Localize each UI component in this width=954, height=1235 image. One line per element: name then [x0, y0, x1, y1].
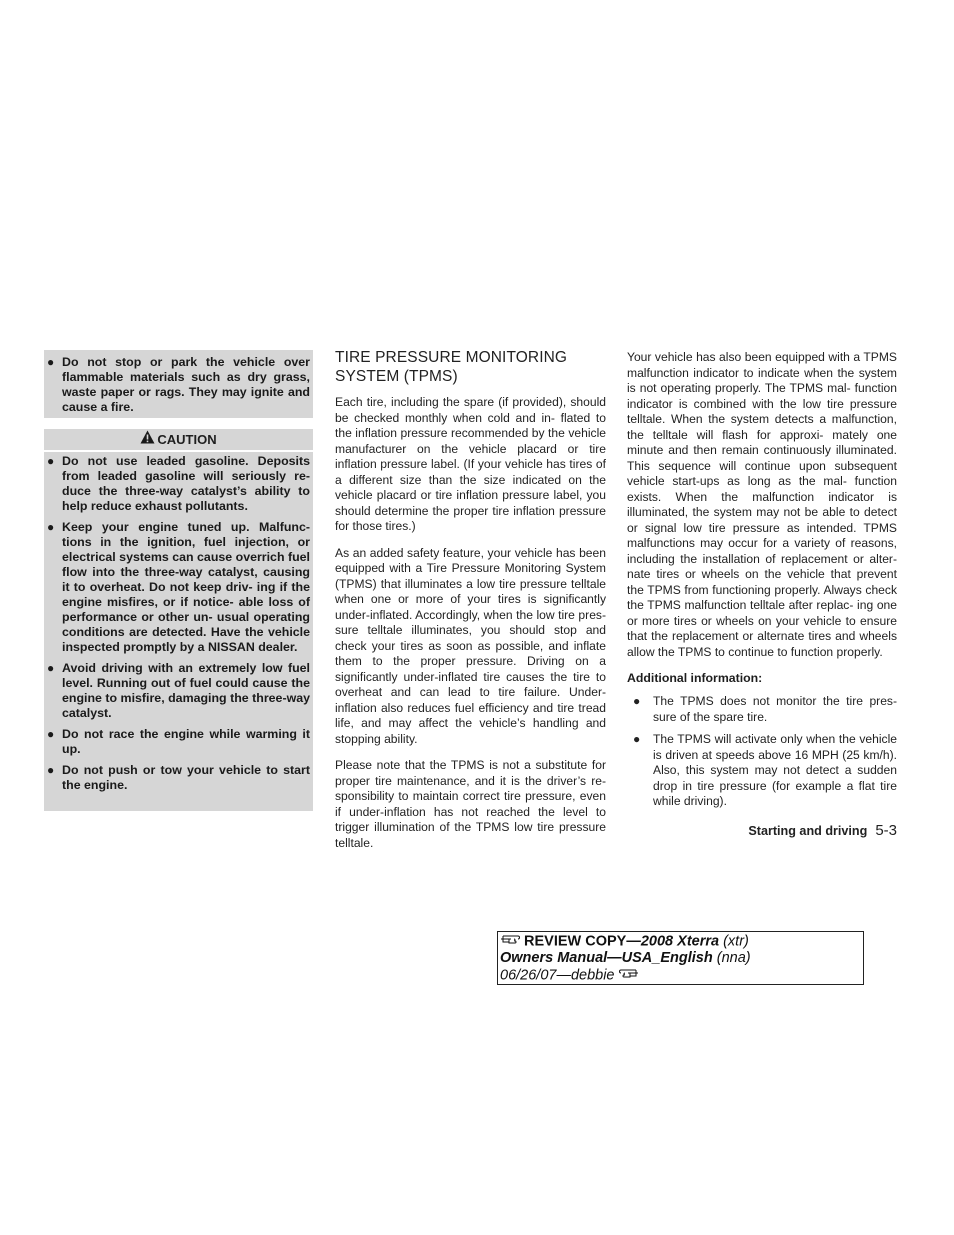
- review-line-3: 06/26/07—debbie: [500, 967, 863, 984]
- paragraph: As an added safety feature, your vehicle has been equipped with a Tire Pressure Monitoring System (TPMS) that illuminates a low tire pressure telltale when one or more of your tires is significantly under-inflated. Accordingly, when the low tire pres- sure telltale illuminates, you should stop and check your tires as soon as possible, and inflate them to the proper pressure. Driving on a significantly under-inflated tire causes the tire to overheat and can lead to tire failure. Under-inflation also reduces fuel efficiency and tire tread life, and may affect the vehicle’s handling and stopping ability.: [335, 545, 606, 746]
- section-name: Starting and driving: [748, 824, 868, 838]
- page-number: 5-3: [875, 822, 897, 839]
- review-line-1: REVIEW COPY—2008 Xterra (xtr): [500, 933, 863, 950]
- bullet-icon: ●: [47, 661, 55, 675]
- warning-triangle-icon: [140, 429, 155, 451]
- caution-list: [44, 454, 310, 793]
- page-footer: [620, 822, 897, 840]
- pointing-hand-icon: [500, 933, 520, 950]
- review-copy-box: [497, 931, 864, 985]
- additional-info-list: [627, 694, 897, 810]
- paragraph: Please note that the TPMS is not a substitute for proper tire maintenance, and it is the driver’s re- sponsibility to maintain correct tire pressure, even if under-inflation has not reached the level to trigger illumination of the TPMS low tire pressure telltale.: [335, 758, 606, 850]
- caution-title: CAUTION: [157, 432, 217, 447]
- list-item: ● Do not push or tow your vehicle to start the engine.: [47, 763, 310, 792]
- bullet-icon: ●: [633, 694, 641, 708]
- bullet-icon: ●: [633, 732, 641, 746]
- list-item: ● The TPMS does not monitor the tire pres- sure of the spare tire.: [633, 694, 897, 724]
- list-item: ● Keep your engine tuned up. Malfunc- tions in the ignition, fuel injection, or electrical systems can cause overrich fuel flow into the three-way catalyst, causing it to overheat. Do not keep driv- ing if the engine misfires, or if notice- able loss of performance or other un- usual operating conditions are detected. Have the vehicle inspected promptly by a NISSAN dealer.: [47, 520, 310, 654]
- bullet-icon: ●: [47, 454, 55, 468]
- subheading: Additional information:: [627, 671, 763, 685]
- list-item: ● Do not stop or park the vehicle over flammable materials such as dry grass, waste paper or rags. They may ignite and cause a fire.: [47, 355, 310, 414]
- paragraph: Each tire, including the spare (if provided), should be checked monthly when cold and in- flated to the inflation pressure recommended by the vehicle manufacturer on the vehicle placard or tire inflation pressure label. (If your vehicle has tires of a different size than the size indicated on the vehicle placard or tire inflation pressure label, you should determine the proper tire inflation pressure for those tires.): [335, 395, 606, 533]
- bullet-icon: ●: [47, 763, 55, 777]
- list-item: ● Avoid driving with an extremely low fuel level. Running out of fuel could cause the engine to misfire, damaging the three-way catalyst.: [47, 661, 310, 720]
- bullet-icon: ●: [47, 355, 55, 369]
- heading-line: TIRE PRESSURE MONITORING: [335, 349, 568, 366]
- middle-column: [335, 395, 606, 862]
- review-line-2: Owners Manual—USA_English (nna): [500, 950, 751, 967]
- section-heading: [335, 348, 607, 386]
- bullet-icon: ●: [47, 520, 55, 534]
- list-item: ● The TPMS will activate only when the vehicle is driven at speeds above 16 MPH (25 km/h). Also, this system may not detect a sudden drop in tire pressure (for example a flat tire while driving).: [633, 732, 897, 808]
- caution-body: [44, 452, 313, 811]
- list-item: ● Do not race the engine while warming it up.: [47, 727, 310, 756]
- fire-warning-box: [44, 350, 313, 418]
- pointing-hand-icon: [619, 967, 639, 984]
- caution-header: [44, 428, 313, 450]
- list-item: ● Do not use leaded gasoline. Deposits from leaded gasoline will seriously re- duce the three-way catalyst’s ability to help reduce exhaust pollutants.: [47, 454, 310, 513]
- bullet-icon: ●: [47, 727, 55, 741]
- right-column: [627, 350, 897, 817]
- heading-line: SYSTEM (TPMS): [335, 368, 458, 385]
- paragraph: Your vehicle has also been equipped with a TPMS malfunction indicator to indicate when the system is not operating properly. The TPMS mal- function indicator is combined with the low tire pressure telltale. When the system detects a malfunction, the telltale will flash for approxi- mately one minute and then remain continuously illuminated. This sequence will continue upon subsequent vehicle start-ups as long as the mal- function exists. When the malfunction indicator is illuminated, the system may not be able to detect or signal low tire pressure as intended. TPMS malfunctions may occur for a variety of reasons, including the installation of replacement or alter- nate tires or wheels on the vehicle that prevent the TPMS from functioning properly. Always check the TPMS malfunction telltale after replac- ing one or more tires or wheels on your vehicle to ensure that the replacement or alternate tires and wheels allow the TPMS to continue to function properly.: [627, 350, 897, 659]
- fire-warning-list: [44, 355, 310, 415]
